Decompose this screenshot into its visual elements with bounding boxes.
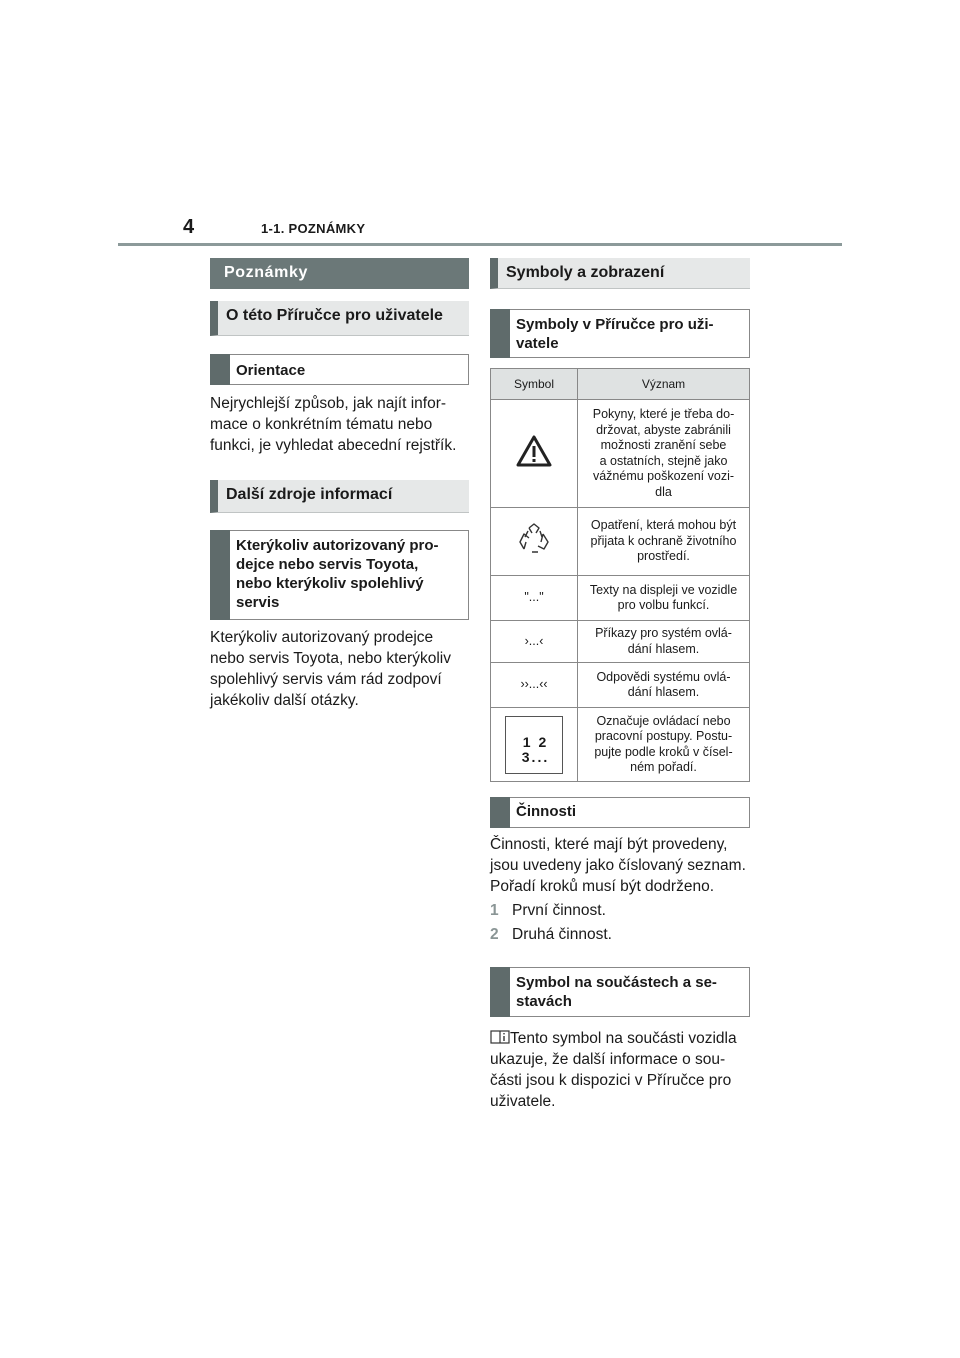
box-label [516, 973, 743, 1011]
box-label: Činnosti [516, 803, 576, 820]
symbol-cell: ›...‹ [491, 621, 578, 663]
text-line: Texty na displeji ve vozidle [589, 582, 738, 597]
symbol-cell: ››...‹‹ [491, 663, 578, 708]
table-row [491, 400, 750, 508]
text-line: Kterýkoliv autorizovaný pro- [236, 537, 439, 554]
table-header-row [491, 369, 750, 400]
box-orientation [210, 354, 469, 385]
text-line: Odpovědi systému ovlá- [596, 669, 731, 684]
text-line: Nejrychlejší způsob, jak najít infor- [210, 395, 447, 412]
text-line: možnosti zranění sebe [600, 438, 727, 452]
warning-triangle-icon [516, 435, 552, 467]
text-line: držovat, abyste zabránili [596, 422, 731, 437]
text-line: Pořadí kroků musí být dodrženo. [490, 878, 715, 895]
text-line: Opatření, která mohou být [590, 518, 737, 533]
column-header-meaning: Význam [578, 369, 750, 400]
text-line: a ostatních, stejně jako [599, 453, 728, 468]
text-line: Symbol na součástech a se- [516, 974, 717, 991]
box-bar [210, 354, 230, 385]
box-label: Orientace [236, 362, 306, 379]
text-line: stavách [516, 993, 572, 1010]
text-line: vážnému poškození vozi- [592, 469, 735, 483]
box-bar [210, 530, 230, 620]
text-line: nebo servis Toyota, nebo kterýkoliv [210, 650, 451, 667]
text-span: Tento symbol na součásti vozidla [510, 1030, 737, 1047]
text-line: dání hlasem. [627, 641, 700, 656]
main-heading: Poznámky [210, 258, 469, 289]
subheading-about-manual: O této Příručce pro uživatele [210, 301, 469, 336]
symbol-cell [491, 708, 578, 782]
meaning-cell [578, 663, 750, 708]
meaning-cell [578, 708, 750, 782]
text-line: dejce nebo servis Toyota, [236, 556, 419, 573]
recycle-icon [516, 522, 552, 556]
steps-symbol-text: 1 2 3... [521, 733, 550, 765]
box-dealer [210, 530, 469, 620]
text-line [490, 1028, 765, 1049]
paragraph-orientation [210, 393, 480, 456]
text-line: Kterýkoliv autorizovaný prodejce [210, 629, 434, 646]
text-line: spolehlivý servis vám rád zodpoví [210, 671, 442, 688]
text-line: přijata k ochraně životního [590, 533, 737, 548]
symbols-table [490, 368, 750, 782]
text-line: dání hlasem. [627, 685, 700, 699]
table-row [491, 576, 750, 621]
box-component-symbol [490, 967, 750, 1017]
text-line: Činnosti, které mají být provedeny, [490, 836, 728, 853]
text-line: ukazuje, že další informace o sou- [490, 1051, 726, 1068]
section-title: 1-1. POZNÁMKY [261, 221, 366, 236]
box-activities [490, 797, 750, 828]
box-label [236, 536, 462, 612]
box-bar [490, 967, 510, 1017]
text-line: nebo kterýkoliv spolehlivý [236, 575, 424, 592]
table-row [491, 621, 750, 663]
text-line: dla [655, 484, 672, 499]
paragraph-component-symbol [490, 1028, 765, 1112]
text-line: jsou uvedeny jako číslovaný seznam. [490, 857, 746, 874]
text-line: pro volbu funkcí. [617, 598, 710, 612]
box-manual-symbols [490, 309, 750, 358]
text-line: Pokyny, které je třeba do- [592, 407, 735, 421]
paragraph-activities [490, 834, 760, 945]
header-rule [118, 243, 842, 246]
symbol-cell: "..." [491, 576, 578, 621]
text-line: mace o konkrétním tématu nebo [210, 416, 433, 433]
box-bar [490, 797, 510, 828]
text-line: pujte podle kroků v čísel- [594, 744, 733, 759]
text-line: pracovní postupy. Postu- [594, 729, 733, 743]
symbol-cell [491, 508, 578, 576]
meaning-cell [578, 400, 750, 508]
table-row [491, 708, 750, 782]
step-text: Druhá činnost. [512, 926, 612, 943]
box-label [516, 315, 743, 353]
symbol-cell [491, 400, 578, 508]
paragraph-dealer [210, 627, 480, 711]
meaning-cell [578, 576, 750, 621]
column-header-symbol: Symbol [491, 369, 578, 400]
list-item [490, 924, 760, 945]
list-item [490, 900, 760, 921]
text-line: prostředí. [637, 549, 690, 564]
text-line: funkci, je vyhledat abecední rejstřík. [210, 437, 457, 454]
box-bar [490, 309, 510, 358]
text-line: ném pořadí. [630, 760, 697, 774]
subheading-symbols: Symboly a zobrazení [490, 258, 750, 289]
text-line: jakékoliv další otázky. [210, 692, 359, 709]
page-number: 4 [183, 216, 195, 238]
table-row [491, 663, 750, 708]
meaning-cell [578, 621, 750, 663]
step-number: 1 [490, 902, 499, 919]
text-line: Symboly v Příručce pro uži- [516, 316, 714, 333]
text-line: Příkazy pro systém ovlá- [595, 626, 732, 640]
steps-icon [505, 716, 563, 774]
text-line: uživatele. [490, 1093, 556, 1110]
text-line: části jsou k dispozici v Příručce pro [490, 1072, 732, 1089]
table-row [491, 508, 750, 576]
text-line: servis [236, 594, 280, 611]
subheading-other-sources: Další zdroje informací [210, 480, 469, 513]
text-line: vatele [516, 335, 559, 352]
book-info-icon [490, 1030, 510, 1044]
text-line: Označuje ovládací nebo [596, 713, 731, 728]
step-text: První činnost. [512, 902, 606, 919]
step-number: 2 [490, 926, 499, 943]
meaning-cell [578, 508, 750, 576]
